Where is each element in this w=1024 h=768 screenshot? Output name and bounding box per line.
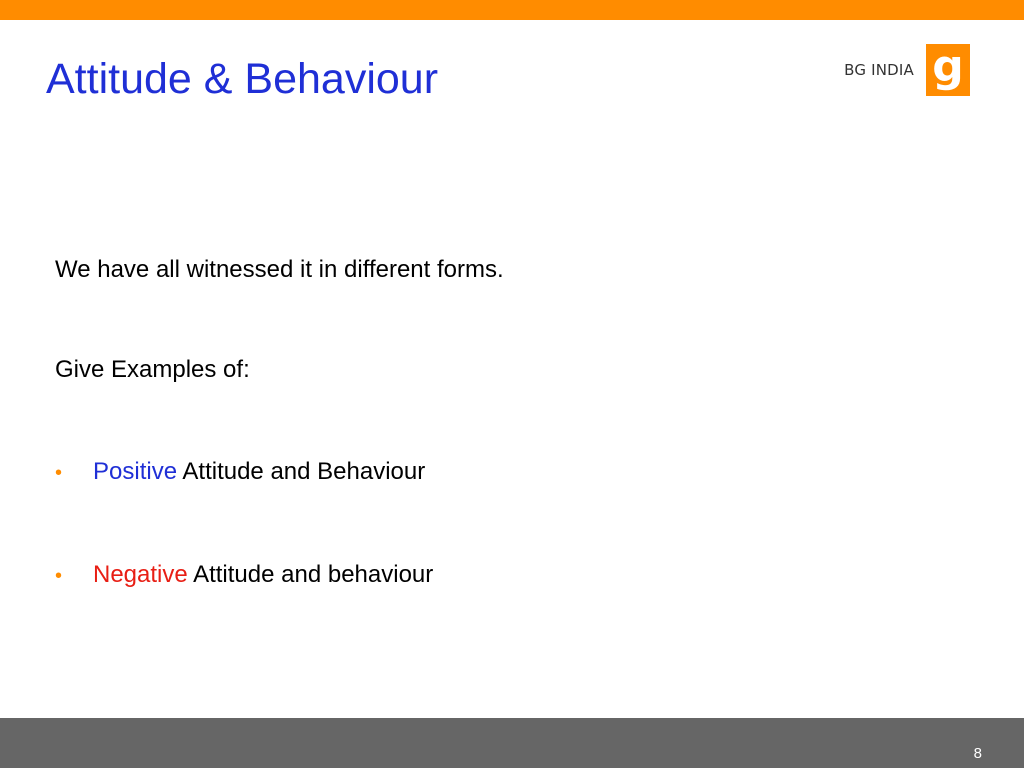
bullet-negative xyxy=(55,553,433,598)
bullet-positive xyxy=(55,450,425,495)
bullet-text: Attitude and Behaviour xyxy=(182,458,426,485)
page-number: 8 xyxy=(973,745,982,762)
bg-logo-icon xyxy=(926,44,970,96)
bullet-text: Attitude and behaviour xyxy=(193,561,434,588)
examples-prompt: Give Examples of: xyxy=(55,356,250,383)
footer-bar xyxy=(0,718,1024,768)
brand xyxy=(844,44,970,96)
bullet-marker: • xyxy=(55,565,63,587)
logo-glyph: g xyxy=(932,44,964,92)
positive-highlight: Positive xyxy=(93,458,178,485)
brand-name: BG INDIA xyxy=(844,61,914,79)
bullet-marker: • xyxy=(55,462,63,484)
negative-highlight: Negative xyxy=(93,561,188,588)
intro-paragraph: We have all witnessed it in different forms. xyxy=(55,256,504,283)
slide-title: Attitude & Behaviour xyxy=(46,55,439,103)
top-accent-bar xyxy=(0,0,1024,20)
